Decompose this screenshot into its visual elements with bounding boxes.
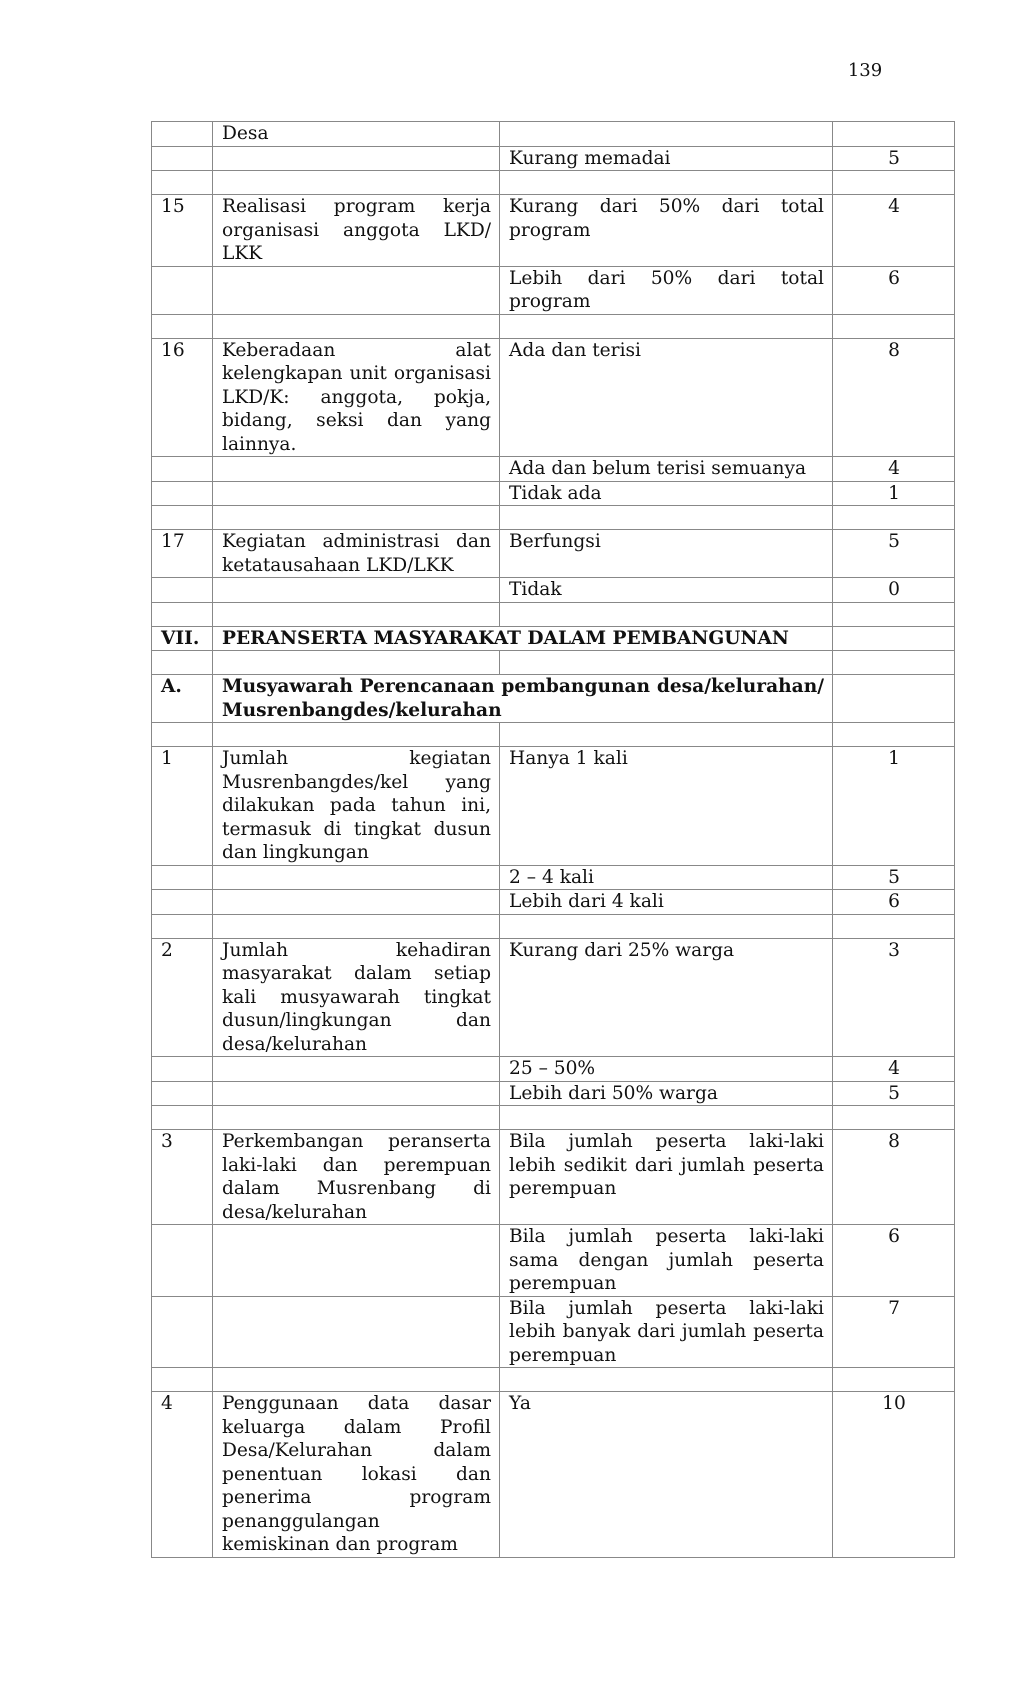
score-cell: 5: [833, 865, 955, 890]
assessment-table: [151, 121, 955, 1558]
empty-cell: [833, 506, 955, 530]
item-number: [152, 266, 213, 314]
empty-cell: [833, 171, 955, 195]
table-row: [152, 122, 955, 147]
indicator-cell: [213, 865, 500, 890]
empty-cell: [500, 602, 833, 626]
item-number: [152, 146, 213, 171]
score-cell: 3: [833, 938, 955, 1057]
criterion-cell: Lebih dari 4 kali: [500, 890, 833, 915]
table-row: [152, 890, 955, 915]
criterion-cell: Bila jumlah peserta laki-laki lebih sedikit dari jumlah peserta perempuan: [500, 1130, 833, 1225]
table-row: [152, 1225, 955, 1297]
indicator-cell: Penggunaan data dasar keluarga dalam Profil Desa/Kelurahan dalam penentuan lokasi dan penerima program penanggulangan kemiskinan dan program: [213, 1392, 500, 1558]
score-cell: 6: [833, 1225, 955, 1297]
empty-cell: [833, 675, 955, 723]
spacer-row: [152, 506, 955, 530]
criterion-cell: 25 – 50%: [500, 1057, 833, 1082]
table-row: [152, 747, 955, 866]
item-number: [152, 578, 213, 603]
table-row: [152, 338, 955, 457]
item-number: 2: [152, 938, 213, 1057]
empty-cell: [833, 602, 955, 626]
criterion-cell: Berfungsi: [500, 530, 833, 578]
table-row: [152, 1057, 955, 1082]
score-cell: 4: [833, 1057, 955, 1082]
empty-cell: [500, 171, 833, 195]
table-row: [152, 481, 955, 506]
empty-cell: [500, 651, 833, 675]
score-cell: 4: [833, 195, 955, 267]
indicator-cell: Jumlah kegiatan Musrenbangdes/kel yang dilakukan pada tahun ini, termasuk di tingkat dusun dan lingkungan: [213, 747, 500, 866]
table-row: [152, 530, 955, 578]
spacer-row: [152, 1368, 955, 1392]
empty-cell: [833, 651, 955, 675]
table-row: [152, 266, 955, 314]
item-number: 17: [152, 530, 213, 578]
table-row: [152, 195, 955, 267]
score-cell: [833, 122, 955, 147]
score-cell: 8: [833, 1130, 955, 1225]
score-cell: 5: [833, 530, 955, 578]
section-number: VII.: [152, 626, 213, 651]
score-cell: 6: [833, 266, 955, 314]
criterion-cell: Bila jumlah peserta laki-laki sama dengan jumlah peserta perempuan: [500, 1225, 833, 1297]
indicator-cell: Jumlah kehadiran masyarakat dalam setiap kali musyawarah tingkat dusun/lingkungan dan desa/kelurahan: [213, 938, 500, 1057]
empty-cell: [833, 314, 955, 338]
indicator-cell: Perkembangan peranserta laki-laki dan perempuan dalam Musrenbang di desa/kelurahan: [213, 1130, 500, 1225]
spacer-row: [152, 314, 955, 338]
criterion-cell: Tidak ada: [500, 481, 833, 506]
empty-cell: [500, 506, 833, 530]
indicator-cell: [213, 146, 500, 171]
table-row: [152, 1130, 955, 1225]
spacer-row: [152, 602, 955, 626]
empty-cell: [213, 723, 500, 747]
criterion-cell: Ada dan belum terisi semuanya: [500, 457, 833, 482]
score-cell: 0: [833, 578, 955, 603]
table-row: [152, 1081, 955, 1106]
item-number: [152, 1296, 213, 1368]
item-number: [152, 1081, 213, 1106]
criterion-cell: Kurang dari 50% dari total program: [500, 195, 833, 267]
score-cell: 1: [833, 481, 955, 506]
criterion-cell: Kurang dari 25% warga: [500, 938, 833, 1057]
score-cell: 6: [833, 890, 955, 915]
score-cell: 10: [833, 1392, 955, 1558]
item-number: [152, 1057, 213, 1082]
score-cell: 1: [833, 747, 955, 866]
item-number: [152, 1225, 213, 1297]
criterion-cell: Lebih dari 50% dari total program: [500, 266, 833, 314]
indicator-cell: [213, 890, 500, 915]
criterion-cell: Kurang memadai: [500, 146, 833, 171]
empty-cell: [500, 1368, 833, 1392]
empty-cell: [500, 1106, 833, 1130]
spacer-row: [152, 723, 955, 747]
item-number: 1: [152, 747, 213, 866]
empty-cell: [500, 314, 833, 338]
spacer-row: [152, 1106, 955, 1130]
empty-cell: [833, 723, 955, 747]
spacer-row: [152, 651, 955, 675]
item-number: 16: [152, 338, 213, 457]
indicator-cell: [213, 481, 500, 506]
empty-cell: [213, 171, 500, 195]
empty-cell: [213, 314, 500, 338]
empty-cell: [152, 651, 213, 675]
table-row: [152, 146, 955, 171]
empty-cell: [152, 1368, 213, 1392]
empty-cell: [152, 1106, 213, 1130]
indicator-cell: Kegiatan administrasi dan ketatausahaan LKD/LKK: [213, 530, 500, 578]
criterion-cell: Ada dan terisi: [500, 338, 833, 457]
empty-cell: [500, 914, 833, 938]
empty-cell: [152, 602, 213, 626]
criterion-cell: Ya: [500, 1392, 833, 1558]
score-cell: 4: [833, 457, 955, 482]
empty-cell: [833, 626, 955, 651]
empty-cell: [152, 506, 213, 530]
empty-cell: [833, 1106, 955, 1130]
indicator-cell: [213, 1057, 500, 1082]
empty-cell: [152, 914, 213, 938]
item-number: [152, 122, 213, 147]
score-cell: 8: [833, 338, 955, 457]
table-row: [152, 938, 955, 1057]
criterion-cell: Bila jumlah peserta laki-laki lebih banyak dari jumlah peserta perempuan: [500, 1296, 833, 1368]
table-row: [152, 1392, 955, 1558]
section-number: A.: [152, 675, 213, 723]
section-title: PERANSERTA MASYARAKAT DALAM PEMBANGUNAN: [213, 626, 833, 651]
indicator-cell: [213, 1081, 500, 1106]
score-cell: 7: [833, 1296, 955, 1368]
criterion-cell: Tidak: [500, 578, 833, 603]
empty-cell: [833, 914, 955, 938]
indicator-cell: [213, 1225, 500, 1297]
score-cell: 5: [833, 146, 955, 171]
section-title: Musyawarah Perencanaan pembangunan desa/kelurahan/ Musrenbangdes/kelurahan: [213, 675, 833, 723]
criterion-cell: Hanya 1 kali: [500, 747, 833, 866]
item-number: [152, 890, 213, 915]
empty-cell: [833, 1368, 955, 1392]
empty-cell: [213, 651, 500, 675]
indicator-cell: [213, 1296, 500, 1368]
section-header-row: [152, 675, 955, 723]
table-row: [152, 578, 955, 603]
empty-cell: [213, 602, 500, 626]
section-header-row: [152, 626, 955, 651]
indicator-cell: Keberadaan alat kelengkapan unit organisasi LKD/K: anggota, pokja, bidang, seksi dan yang lainnya.: [213, 338, 500, 457]
indicator-cell: Realisasi program kerja organisasi anggota LKD/ LKK: [213, 195, 500, 267]
item-number: [152, 481, 213, 506]
indicator-cell: Desa: [213, 122, 500, 147]
empty-cell: [213, 1368, 500, 1392]
criterion-cell: Lebih dari 50% warga: [500, 1081, 833, 1106]
empty-cell: [213, 914, 500, 938]
empty-cell: [152, 314, 213, 338]
item-number: 4: [152, 1392, 213, 1558]
indicator-cell: [213, 578, 500, 603]
empty-cell: [152, 171, 213, 195]
table-row: [152, 1296, 955, 1368]
criterion-cell: 2 – 4 kali: [500, 865, 833, 890]
item-number: 3: [152, 1130, 213, 1225]
item-number: [152, 457, 213, 482]
spacer-row: [152, 914, 955, 938]
page-number: 139: [847, 60, 883, 81]
empty-cell: [152, 723, 213, 747]
indicator-cell: [213, 457, 500, 482]
table-row: [152, 457, 955, 482]
score-cell: 5: [833, 1081, 955, 1106]
spacer-row: [152, 171, 955, 195]
item-number: [152, 865, 213, 890]
criterion-cell: [500, 122, 833, 147]
indicator-cell: [213, 266, 500, 314]
empty-cell: [500, 723, 833, 747]
empty-cell: [213, 1106, 500, 1130]
item-number: 15: [152, 195, 213, 267]
table-row: [152, 865, 955, 890]
empty-cell: [213, 506, 500, 530]
